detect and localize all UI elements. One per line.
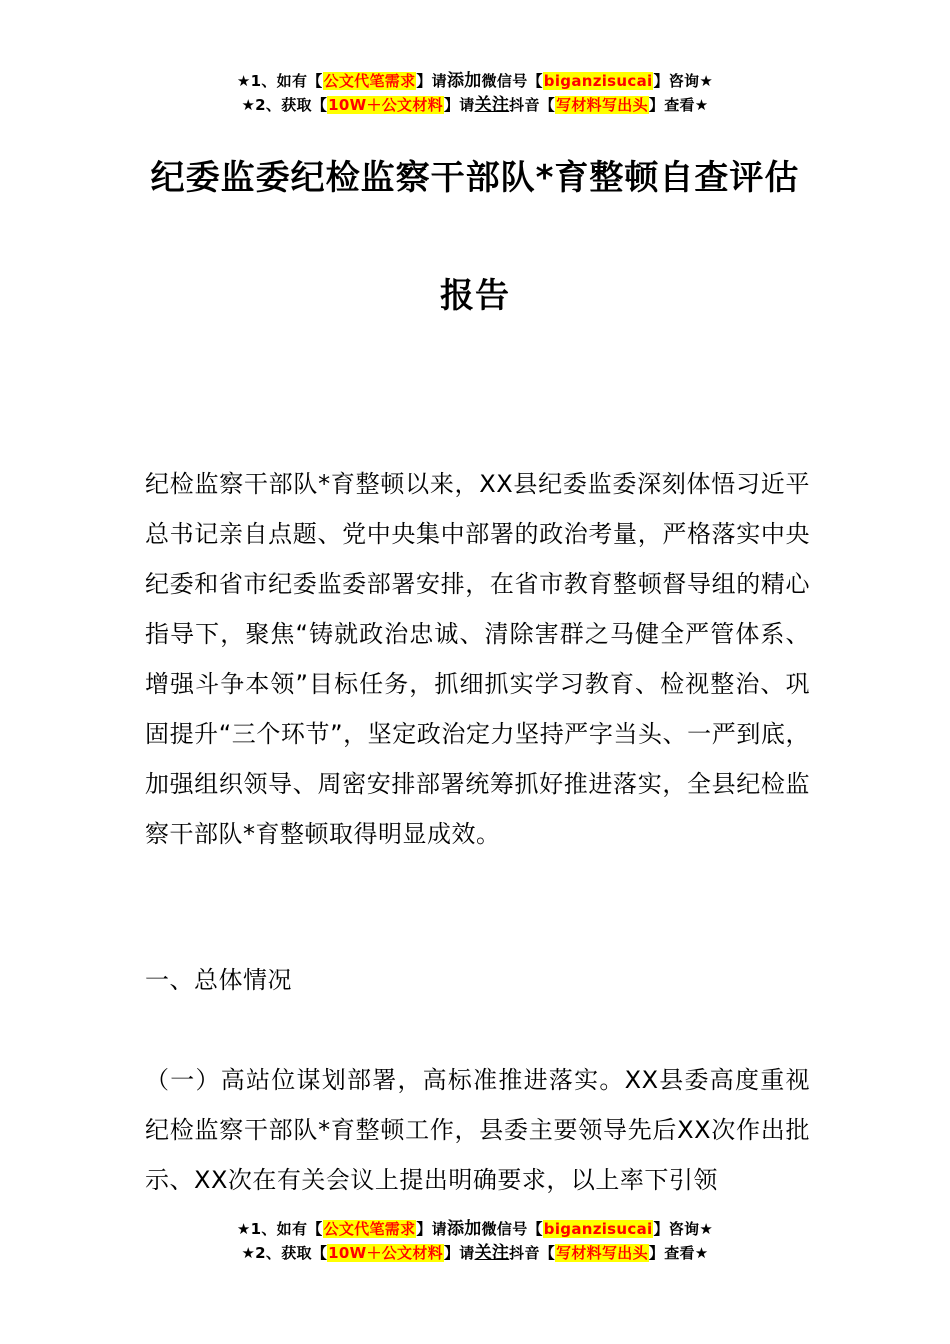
banner-emphasis: 添加 <box>446 1219 482 1239</box>
banner-text: 】咨询★ <box>653 72 714 90</box>
banner-text: 】查看★ <box>648 96 709 114</box>
banner-text: 】请 <box>443 96 475 114</box>
banner-highlight: 公文代笔需求 <box>323 1220 416 1238</box>
paragraph-section-1: （一）高站位谋划部署，高标准推进落实。XX县委高度重视纪检监察干部队*育整顿工作，县委主要领导先后XX次作出批示、XX次在有关会议上提出明确要求，以上率下引领 <box>145 1066 810 1194</box>
banner-line-1 <box>0 69 950 93</box>
banner-highlight: 公文代笔需求 <box>323 72 416 90</box>
banner-emphasis: 关注 <box>474 1243 510 1263</box>
banner-line-1 <box>0 1217 950 1241</box>
banner-wechat-id: biganzisucai <box>543 72 653 90</box>
banner-text: ★1、如有【 <box>236 72 323 90</box>
paragraph-intro: 纪检监察干部队*育整顿以来，XX县纪委监委深刻体悟习近平总书记亲自点题、党中央集中部署的政治考量，严格落实中央纪委和省市纪委监委部署安排，在省市教育整顿督导组的精心指导下，聚焦“铸就政治忠诚、清除害群之马健全严管体系、增强斗争本领”目标任务，抓细抓实学习教育、检视整治、巩固提升“三个环节”，坚定政治定力坚持严字当头、一严到底，加强组织领导、周密安排部署统筹抓好推进落实，全县纪检监察干部队*育整顿取得明显成效。 <box>145 470 810 848</box>
banner-text: 】请 <box>443 1244 475 1262</box>
banner-text: 微信号【 <box>481 72 543 90</box>
banner-text: ★2、获取【 <box>241 96 328 114</box>
footer-banner <box>0 1217 950 1265</box>
banner-text: ★1、如有【 <box>236 1220 323 1238</box>
banner-text: 】咨询★ <box>653 1220 714 1238</box>
banner-emphasis: 添加 <box>446 71 482 91</box>
header-banner <box>0 69 950 117</box>
banner-douyin-id: 写材料写出头 <box>556 1244 648 1262</box>
banner-highlight: 10W＋公文材料 <box>328 96 443 114</box>
banner-douyin-id: 写材料写出头 <box>556 96 648 114</box>
banner-line-2 <box>0 1241 950 1265</box>
banner-text: ★2、获取【 <box>241 1244 328 1262</box>
banner-text: 】请 <box>416 1220 447 1238</box>
banner-text: 】查看★ <box>648 1244 709 1262</box>
banner-text: 抖音【 <box>509 1244 556 1262</box>
banner-line-2 <box>0 93 950 117</box>
document-title-line-2: 报告 <box>440 276 510 316</box>
section-heading: 一、总体情况 <box>145 966 292 994</box>
banner-emphasis: 关注 <box>474 95 510 115</box>
document-title-line-1: 纪委监委纪检监察干部队*育整顿自查评估 <box>150 158 800 198</box>
banner-text: 抖音【 <box>509 96 556 114</box>
banner-wechat-id: biganzisucai <box>543 1220 653 1238</box>
banner-highlight: 10W＋公文材料 <box>328 1244 443 1262</box>
banner-text: 】请 <box>416 72 447 90</box>
banner-text: 微信号【 <box>481 1220 543 1238</box>
